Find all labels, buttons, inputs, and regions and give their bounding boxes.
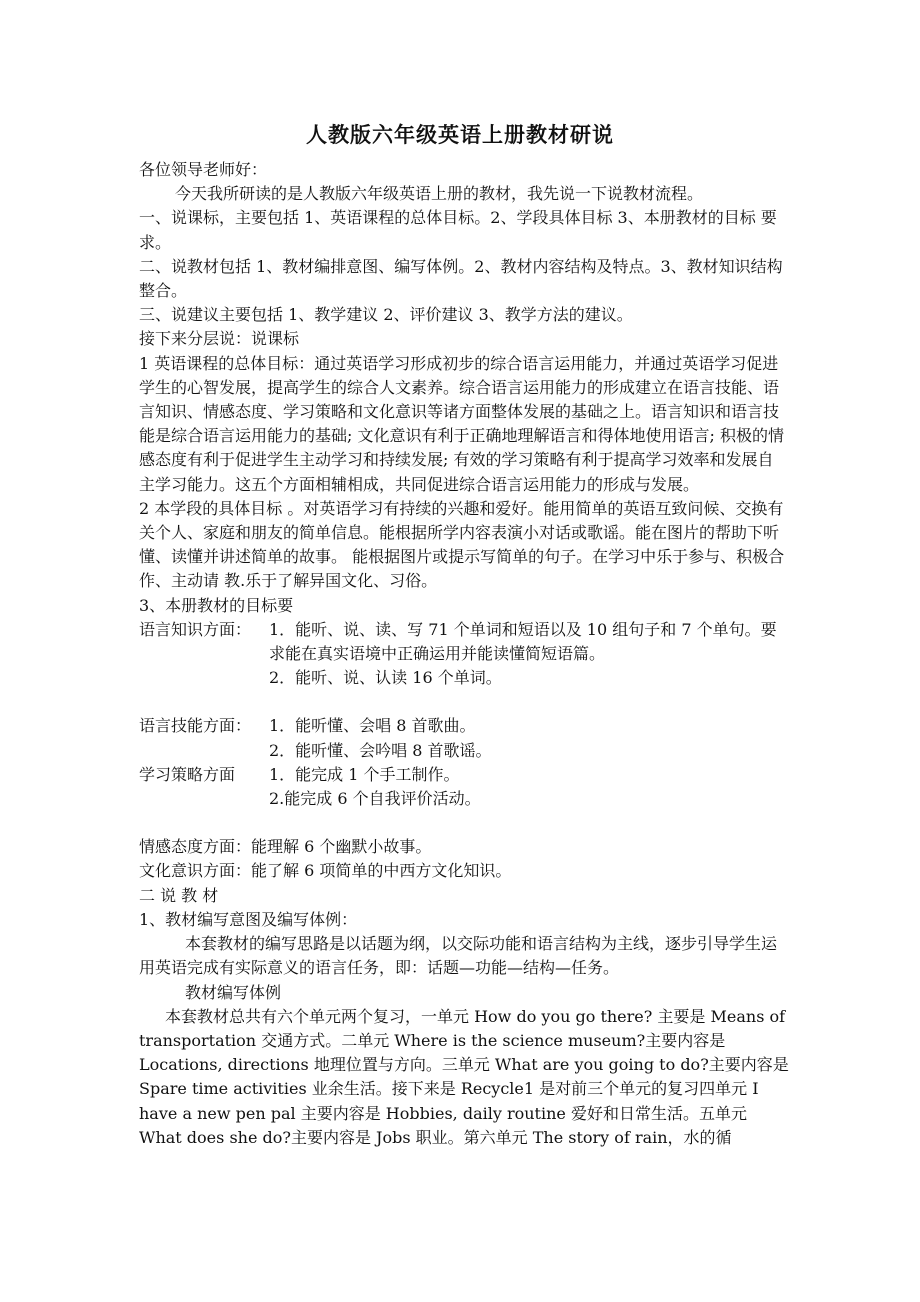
skill-item-1: 1．能听懂、会唱 8 首歌曲。 xyxy=(269,716,476,736)
culture-target: 文化意识方面：能了解 6 项简单的中西方文化知识。 xyxy=(139,861,512,881)
outline-part-2: 二、说教材包括 1、教材编排意图、编写体例。2、教材内容结构及特点。3、教材知识结构整合。 xyxy=(139,256,783,301)
knowledge-item-1: 1．能听、说、读、写 71 个单词和短语以及 10 组句子和 7 个单句。要求能在真实语境中正确运用并能读懂简短语篇。 xyxy=(269,619,777,664)
skill-item-2: 2．能听懂、会吟唱 8 首歌谣。 xyxy=(269,740,492,760)
strategy-target-1 xyxy=(139,763,789,787)
section-2-heading: 二 说 教 材 xyxy=(139,885,219,905)
intro-paragraph: 今天我所研读的是人教版六年级英语上册的教材，我先说一下说教材流程。 xyxy=(175,184,704,204)
knowledge-label: 语言知识方面： xyxy=(139,619,252,639)
knowledge-target-2 xyxy=(139,666,789,690)
skill-target-1 xyxy=(139,714,789,738)
strategy-label: 学习策略方面 xyxy=(139,764,236,784)
document-title: 人教版六年级英语上册教材研说 xyxy=(306,123,614,147)
strategy-target-2 xyxy=(139,787,789,811)
intent-paragraph: 本套教材的编写思路是以话题为纲，以交际功能和语言结构为主线，逐步引导学生运用英语完成有实际意义的语言任务，即：话题—功能—结构—任务。 xyxy=(139,934,778,978)
greeting: 各位领导老师好： xyxy=(139,160,268,179)
next-heading: 接下来分层说：说课标 xyxy=(139,329,300,349)
strategy-item-1: 1．能完成 1 个手工制作。 xyxy=(269,764,460,784)
section-2-sub-heading: 1、教材编写意图及编写体例： xyxy=(139,909,358,929)
document-body xyxy=(139,158,789,1150)
emotion-target: 情感态度方面：能理解 6 个幽默小故事。 xyxy=(139,837,432,857)
stage-goal-paragraph: 2 本学段的具体目标 。对英语学习有持续的兴趣和爱好。能用简单的英语互致问候、交换有关个人、家庭和朋友的简单信息。能根据所学内容表演小对话或歌谣。能在图片的帮助下听懂、读懂并讲述简单的故事。 能根据图片或提示写简单的句子。在学习中乐于参与、积极合作、主动请 教.乐于了解异国文化、习俗。 xyxy=(139,498,785,591)
overall-goal-paragraph: 1 英语课程的总体目标：通过英语学习形成初步的综合语言运用能力，并通过英语学习促进学生的心智发展，提高学生的综合人文素养。综合语言运用能力的形成建立在语言技能、语言知识、情感态度、学习策略和文化意识等诸方面整体发展的基础之上。语言知识和语言技能是综合语言运用能力的基础; 文化意识有利于正确地理解语言和得体地使用语言; 积极的情感态度有利于促进学生主动学习和持续发展; 有效的学习策略有利于提高学习效率和发展自主学习能力。这五个方面相辅相成，共同促进综合语言运用能力的形成与发展。 xyxy=(139,353,784,494)
style-heading: 教材编写体例 xyxy=(185,982,282,1002)
knowledge-item-2: 2．能听、说、认读 16 个单词。 xyxy=(269,668,502,688)
volume-goal-heading: 3、本册教材的目标要 xyxy=(139,595,294,615)
strategy-item-2: 2.能完成 6 个自我评价活动。 xyxy=(269,789,481,809)
outline-part-3: 三、说建议主要包括 1、教学建议 2、评价建议 3、教学方法的建议。 xyxy=(139,305,633,325)
skill-target-2 xyxy=(139,739,789,763)
knowledge-target-1 xyxy=(139,618,789,666)
skill-label: 语言技能方面： xyxy=(139,716,252,736)
style-paragraph: 本套教材总共有六个单元两个复习，一单元 How do you go there? 主要是 Means of transportation 交通方式。二单元 Where is the science museum?主要内容是 Locations, directions 地理位置与方向。三单元 What are you going to do?主要内容是 Spare time activities 业余生活。接下来是 Recycle1 是对前三个单元的复习四单元 I have a new pen pal 主要内容是 Hobbies, daily routine 爱好和日常生活。五单元 What does she do?主要内容是 Jobs 职业。第六单元 The story of rain，水的循 xyxy=(139,1006,789,1147)
outline-part-1: 一、说课标，主要包括 1、英语课程的总体目标。2、学段具体目标 3、本册教材的目标 要求。 xyxy=(139,208,777,252)
